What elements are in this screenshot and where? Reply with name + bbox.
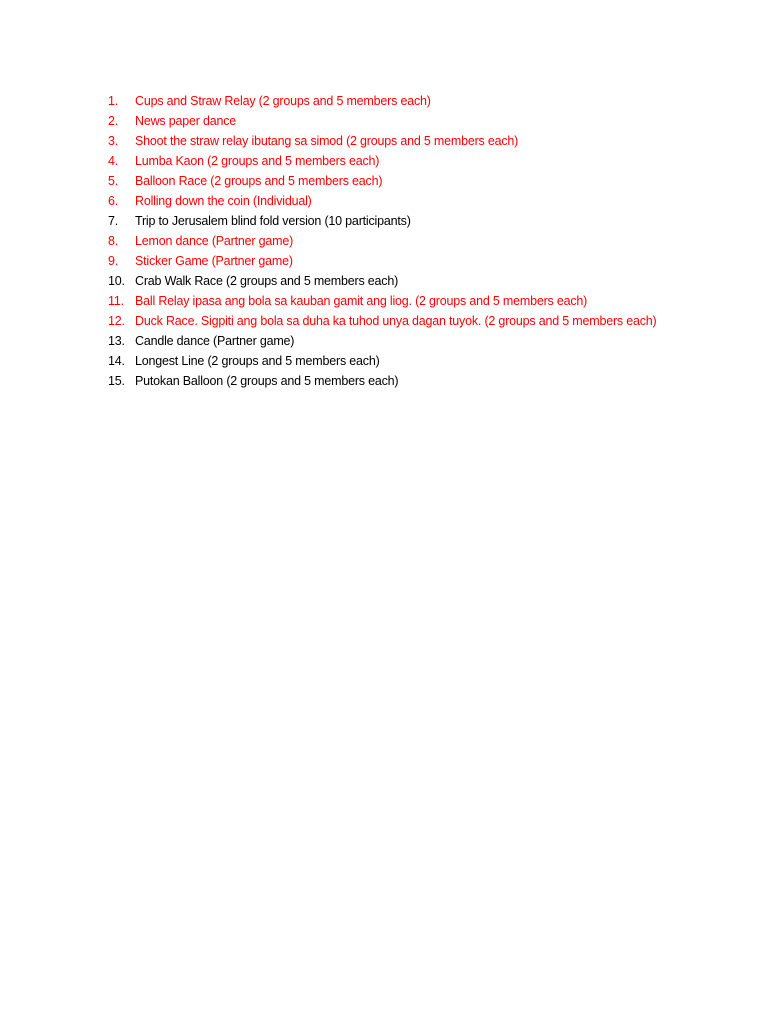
list-item-text: Cups and Straw Relay (2 groups and 5 members each) [135, 94, 431, 108]
list-item-number: 4. [108, 154, 119, 168]
list-item-number: 7. [108, 214, 119, 228]
list-item [108, 111, 657, 131]
list-item-number: 9. [108, 254, 119, 268]
list-item-text: Trip to Jerusalem blind fold version (10 participants) [135, 214, 411, 228]
list-item [108, 231, 657, 251]
list-item-text: Sticker Game (Partner game) [135, 254, 293, 268]
list-item-number: 5. [108, 174, 119, 188]
list-item-number: 10. [108, 274, 125, 288]
list-item [108, 311, 657, 331]
list-item-number: 12. [108, 314, 125, 328]
list-item [108, 171, 657, 191]
list-item-text: News paper dance [135, 114, 237, 128]
list-item-number: 8. [108, 234, 119, 248]
list-item-number: 15. [108, 374, 125, 388]
list-item [108, 91, 657, 111]
list-item [108, 151, 657, 171]
list-item-text: Lemon dance (Partner game) [135, 234, 294, 248]
list-item [108, 291, 657, 311]
list-item-text: Duck Race. Sigpiti ang bola sa duha ka tuhod unya dagan tuyok. (2 groups and 5 members each) [135, 314, 657, 328]
list-item-text: Putokan Balloon (2 groups and 5 members each) [135, 374, 399, 388]
list-item [108, 131, 657, 151]
list-item-text: Shoot the straw relay ibutang sa simod (2 groups and 5 members each) [135, 134, 519, 148]
list-item-number: 2. [108, 114, 119, 128]
list-item-number: 1. [108, 94, 119, 108]
list-item-number: 11. [108, 294, 124, 308]
list-item [108, 331, 657, 351]
list-item-text: Candle dance (Partner game) [135, 334, 295, 348]
list-item-number: 14. [108, 354, 125, 368]
list-item-text: Crab Walk Race (2 groups and 5 members each) [135, 274, 399, 288]
list-item-text: Balloon Race (2 groups and 5 members each) [135, 174, 383, 188]
list-item-text: Ball Relay ipasa ang bola sa kauban gamit ang liog. (2 groups and 5 members each) [135, 294, 588, 308]
list-item [108, 351, 657, 371]
list-item-number: 13. [108, 334, 125, 348]
list-item-text: Longest Line (2 groups and 5 members each) [135, 354, 380, 368]
list-item [108, 191, 657, 211]
game-list [108, 91, 657, 391]
list-item [108, 271, 657, 291]
list-item-number: 3. [108, 134, 119, 148]
list-item-text: Rolling down the coin (Individual) [135, 194, 312, 208]
list-item [108, 251, 657, 271]
list-item [108, 211, 657, 231]
list-item-number: 6. [108, 194, 119, 208]
list-item-text: Lumba Kaon (2 groups and 5 members each) [135, 154, 380, 168]
list-item [108, 371, 657, 391]
